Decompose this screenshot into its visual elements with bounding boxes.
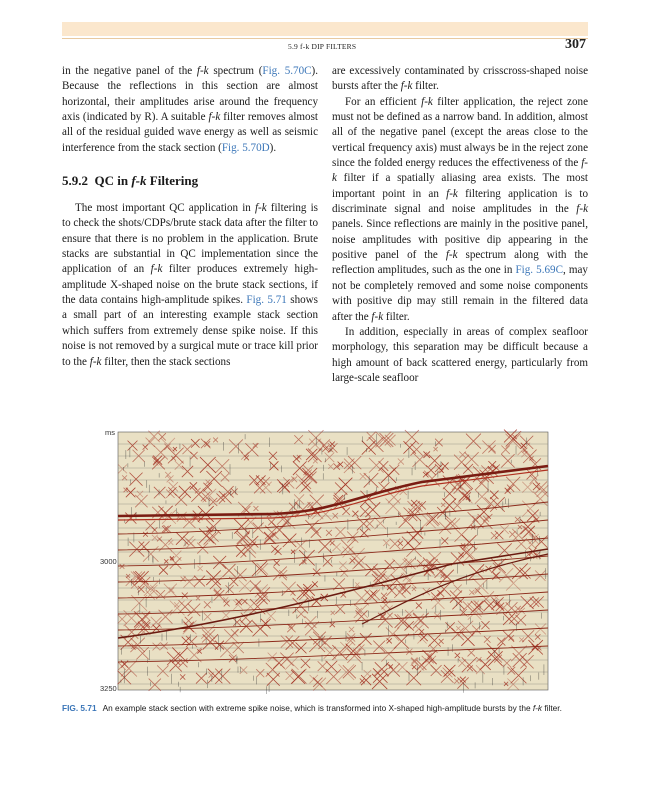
seismic-figure <box>62 424 588 694</box>
figure-link[interactable]: Fig. 5.71 <box>246 294 287 307</box>
paragraph: In addition, especially in areas of complex seafloor morphology, this separation may be difficult because a high amount of back scattered energy, particularly from large-scale seafloor <box>332 325 588 384</box>
page-number: 307 <box>565 37 586 52</box>
caption-label: FIG. 5.71 <box>62 703 97 713</box>
running-head: 5.9 f-k DIP FILTERS <box>288 42 357 51</box>
figure-link[interactable]: Fig. 5.70D <box>221 141 270 154</box>
paragraph: The most important QC application in f-k filtering is to check the shots/CDPs/brute stack data after the filter to ensure that there is no problem in the application. Brute stacks are substantial in QC implementation since the application of an f-k filter produces extremely high-amplitude X-shaped noise on the brute stack sections, if the data contains high-amplitude spikes. Fig. 5.71 shows a small part of an interesting example stack section which suffers from extremely dense spike noise. If this noise is not removed by a surgical mute or trace kill prior to the f-k filter, then the stack sections <box>62 202 319 368</box>
header-rule <box>62 38 588 39</box>
paragraph: are excessively contaminated by crisscross-shaped noise bursts after the f-k filter. <box>332 65 588 93</box>
figure-caption: FIG. 5.71 An example stack section with extreme spike noise, which is transformed into X-shaped high-amplitude bursts by the f-k filter. <box>62 703 562 713</box>
right-column <box>332 64 588 386</box>
axis-tick-label: 3000 <box>100 557 117 566</box>
axis-tick-label: 3250 <box>100 684 117 693</box>
header-band <box>62 22 588 36</box>
figure-link[interactable]: Fig. 5.70C <box>262 65 312 77</box>
seismic-section-image <box>62 424 588 694</box>
figure-link[interactable]: Fig. 5.69C <box>515 264 563 277</box>
left-column <box>62 64 318 370</box>
axis-unit-label: ms <box>105 428 115 437</box>
section-heading: 5.9.2 QC in f-k Filtering <box>62 173 199 189</box>
paragraph: in the negative panel of the f-k spectrum (Fig. 5.70C). Because the reflections in this section are almost horizontal, their amplitudes arise around the frequency axis (indicated by R). A suitable f-k filter removes almost all of the residual guided wave energy as well as seismic interference from the stack section (Fig. 5.70D). <box>62 65 319 154</box>
paragraph: For an efficient f-k filter application, the reject zone must not be defined as a narrow band. In addition, almost all of the negative panel (except the areas close to the vertical frequency axis) must always be in the reject zone since the folded energy reduces the effectiveness of the f-k filter if a spatially aliasing area exists. The most important point in an f-k filtering application is to discriminate signal and noise amplitudes in the f-k panels. Since reflections are mainly in the positive panel, noise amplitudes with positive dip appearing in the positive panel of the f-k spectrum along with the reflection amplitudes, such as the one in Fig. 5.69C, may not be completely removed and some noise components with positive dip may still remain in the filtered data after the f-k filter. <box>332 95 588 323</box>
